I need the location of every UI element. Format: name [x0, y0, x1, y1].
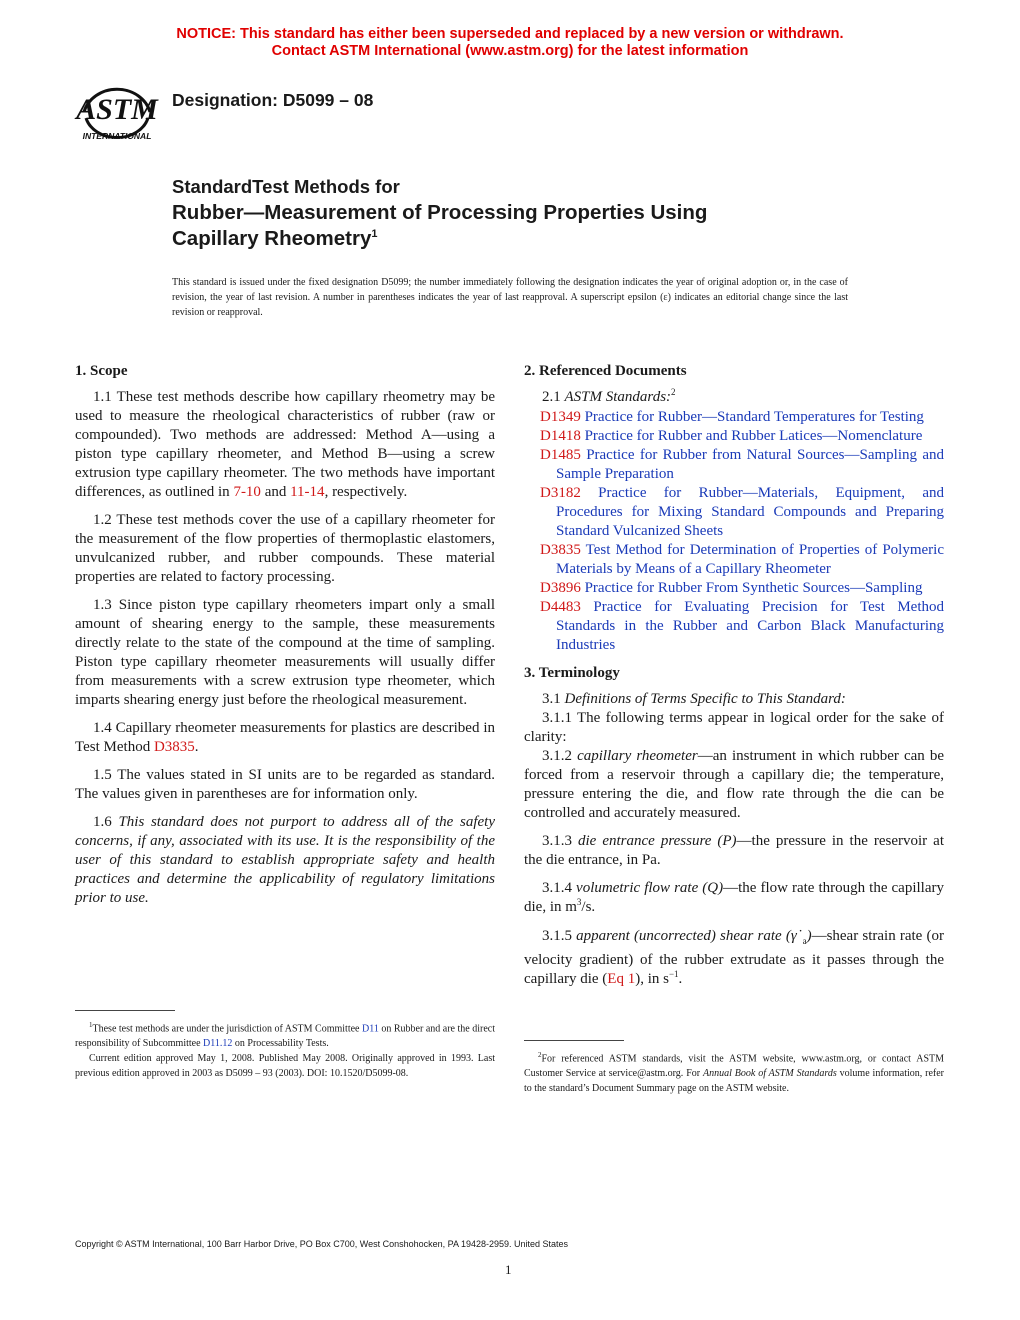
reference-code-link[interactable]: D1485 [540, 447, 581, 463]
term: volumetric flow rate (Q) [576, 880, 724, 896]
footnote-text: on Processability Tests. [232, 1038, 329, 1050]
footnote-text: on Rubber and are the direct responsibility of Subcommittee [75, 1023, 495, 1050]
section-link[interactable]: 7-10 [233, 484, 261, 500]
reference-item [524, 408, 944, 427]
paragraph-3-1-1: 3.1.1 The following terms appear in logical order for the sake of clarity: [524, 710, 944, 745]
notice-line-2: Contact ASTM International (www.astm.org) for the latest information [271, 43, 749, 59]
paragraph-2-1 [524, 388, 944, 408]
reference-title-link[interactable]: Practice for Rubber and Rubber Latices—Nomenclature [584, 428, 923, 444]
footnote-italic: Annual Book of ASTM Standards [702, 1068, 837, 1080]
reference-code-link[interactable]: D4483 [540, 599, 581, 615]
reference-code-link[interactable]: D3835 [540, 542, 581, 558]
reference-item [524, 484, 944, 541]
reference-title-link[interactable]: Test Method for Determination of Properties of Polymeric Materials by Means of a Capillary Rheometer [556, 542, 944, 577]
document-title [172, 174, 872, 255]
paragraph-3-1-2 [524, 747, 944, 823]
right-column [524, 362, 944, 999]
equation-link[interactable]: Eq 1 [607, 971, 636, 987]
paragraph-3-1-4 [524, 879, 944, 918]
subscript: a [802, 936, 807, 946]
definition: —the pressure in the reservoir at the die entrance, in Pa. [524, 833, 945, 868]
notice-line-1: NOTICE: This standard has either been superseded and replaced by a new version or withdrawn. [176, 26, 844, 42]
astm-logo [74, 72, 160, 142]
footnote-text: For referenced ASTM standards, visit the ASTM website, www.astm.org, or contact ASTM Customer Service at service@astm.org. For [524, 1053, 944, 1080]
reference-code-link[interactable]: D3896 [540, 580, 581, 596]
superscript: −1 [668, 969, 679, 979]
paragraph-number: 3.1.3 [542, 833, 579, 849]
page-number: 1 [505, 1262, 512, 1277]
footnote-mark: 2 [538, 1051, 542, 1059]
reference-code-link[interactable]: D3182 [540, 485, 581, 501]
term: apparent (uncorrected) shear rate (γ˙ [576, 928, 803, 944]
left-column [75, 362, 495, 917]
footnote-mark: 2 [671, 387, 676, 397]
reference-item [524, 427, 944, 446]
paragraph-1-2: 1.2 These test methods cover the use of a capillary rheometer for the measurement of the flow properties of thermoplastic elastomers, unvulcanized rubber, and rubber compounds. These material properties are related to factory processing. [75, 512, 495, 585]
standard-link[interactable]: D3835 [153, 739, 195, 755]
issued-note: This standard is issued under the fixed designation D5099; the number immediately following the designation indicates the year of original adoption or, in the case of revision, the year of last revision. A number in parentheses indicates the year of last reapproval. A superscript epsilon (ε) indicates an editorial change since the last revision or reapproval. [172, 277, 848, 318]
reference-item [524, 598, 944, 655]
footnote-text: These test methods are under the jurisdiction of ASTM Committee [92, 1023, 362, 1035]
footnotes-right [524, 1048, 944, 1096]
svg-text:INTERNATIONAL: INTERNATIONAL [82, 131, 152, 141]
paragraph-1-3: 1.3 Since piston type capillary rheometers impart only a small amount of shearing energy to the sample, these measurements directly relate to the state of the compound at the time of sampling. Piston type capillary rheometer measurements will usually differ from measurements with a screw extrusion type rheometer, which imparts shearing energy just before the rheological measurement. [75, 597, 495, 708]
footnote-rule-left [75, 1010, 175, 1011]
paragraph-1-1 [75, 388, 495, 502]
title-footnote-mark: 1 [371, 228, 378, 240]
paragraph-text: Definitions of Terms Specific to This Standard: [564, 691, 846, 707]
paragraph-text: 1.4 Capillary rheometer measurements for plastics are described in Test Method [75, 720, 495, 755]
copyright-line: Copyright © ASTM International, 100 Barr Harbor Drive, PO Box C700, West Conshohocken, PA 19428-2959. United States [75, 1239, 569, 1249]
footnote-2 [524, 1048, 944, 1096]
paragraph-1-4 [75, 719, 495, 757]
paragraph-text: This standard does not purport to address all of the safety concerns, if any, associated with its use. It is the responsibility of the user of this standard to establish appropriate safety and health practices and determine the applicability of regulatory limitations prior to use. [75, 814, 496, 906]
paragraph-text: , respectively. [324, 484, 408, 500]
paragraph-3-1 [524, 690, 944, 709]
reference-title-link[interactable]: Practice for Evaluating Precision for Test Method Standards in the Rubber and Carbon Black Manufacturing Industries [556, 599, 944, 653]
term: capillary rheometer [577, 748, 698, 764]
reference-title-link[interactable]: Practice for Rubber—Standard Temperatures for Testing [584, 409, 924, 425]
paragraph-text: 1.1 These test methods describe how capillary rheometry may be used to measure the rheological characteristics of rubber (raw or compounded). Two methods are addressed: Method A—using a piston type capillary rheometer, and Method B—using a screw extrusion type capillary rheometer. The two methods have important differences, as outlined in [75, 389, 495, 500]
paragraph-number: 3.1.4 [542, 880, 577, 896]
section-link[interactable]: 11-14 [290, 484, 325, 500]
reference-item [524, 579, 944, 598]
paragraph-3-1-5 [524, 927, 944, 990]
subcommittee-link[interactable]: D11.12 [203, 1038, 233, 1050]
definition-period: . [678, 971, 683, 987]
committee-link[interactable]: D11 [362, 1023, 379, 1035]
reference-title-link[interactable]: Practice for Rubber From Synthetic Sources—Sampling [584, 580, 923, 596]
term: die entrance pressure (P) [578, 833, 737, 849]
definition: —the flow rate through the capillary die, in m [524, 880, 944, 915]
reference-code-link[interactable]: D1349 [540, 409, 581, 425]
terminology-heading: 3. Terminology [524, 665, 620, 681]
reference-item [524, 541, 944, 579]
term-close: ) [806, 928, 812, 944]
footnote-edition: Current edition approved May 1, 2008. Published May 2008. Originally approved in 1993. Last previous edition approved in 2003 as D5099 – 93 (2003). DOI: 10.1520/D5099-08. [75, 1053, 495, 1080]
footnote-mark: 1 [89, 1021, 93, 1029]
footnote-text: volume information, refer to the standard’s Document Summary page on the ASTM website. [524, 1068, 944, 1095]
footnote-rule-right [524, 1040, 624, 1041]
reference-title-link[interactable]: Practice for Rubber—Materials, Equipment, and Procedures for Mixing Standard Compounds and Preparing Standard Vulcanized Sheets [556, 485, 945, 539]
paragraph-text: ASTM Standards: [564, 389, 672, 405]
astm-logo-mark [74, 72, 160, 142]
title-line-1: StandardTest Methods for [172, 176, 400, 197]
scope-heading: 1. Scope [75, 363, 128, 379]
definition: —shear strain rate (or velocity gradient) of the rubber extrudate as it passes through the capillary die ( [524, 928, 944, 987]
svg-text:ASTM: ASTM [76, 93, 158, 126]
title-line-3: Capillary Rheometry [172, 227, 372, 250]
paragraph-number: 3.1.2 [542, 748, 578, 764]
paragraph-number: 2.1 [542, 389, 565, 405]
definition: —an instrument in which rubber can be forced from a reservoir through a capillary die; the temperature, pressure entering the die, and flow rate through the die can be controlled and accurately measured. [524, 748, 944, 821]
paragraph-1-5: 1.5 The values stated in SI units are to be regarded as standard. The values given in parentheses are for information only. [75, 767, 495, 802]
paragraph-3-1-3 [524, 832, 944, 870]
reference-code-link[interactable]: D1418 [540, 428, 581, 444]
footnotes-left [75, 1018, 495, 1081]
paragraph-text: and [260, 484, 291, 500]
withdrawal-notice [0, 26, 1020, 60]
reference-item [524, 446, 944, 484]
paragraph-number: 3.1.5 [542, 928, 577, 944]
definition-end: ), in s [635, 971, 669, 987]
paragraph-number: 3.1 [542, 691, 565, 707]
paragraph-text: . [194, 739, 199, 755]
footnote-1 [75, 1018, 495, 1051]
superscript: 3 [576, 897, 582, 907]
reference-list [524, 408, 944, 655]
paragraph-1-6 [75, 813, 495, 908]
paragraph-number: 1.6 [93, 814, 119, 830]
reference-title-link[interactable]: Practice for Rubber from Natural Sources—Sampling and Sample Preparation [556, 447, 944, 482]
designation: Designation: D5099 – 08 [172, 90, 374, 110]
referenced-documents-heading: 2. Referenced Documents [524, 363, 687, 379]
title-line-2: Rubber—Measurement of Processing Properties Using [172, 201, 708, 224]
definition-end: /s. [581, 899, 596, 915]
